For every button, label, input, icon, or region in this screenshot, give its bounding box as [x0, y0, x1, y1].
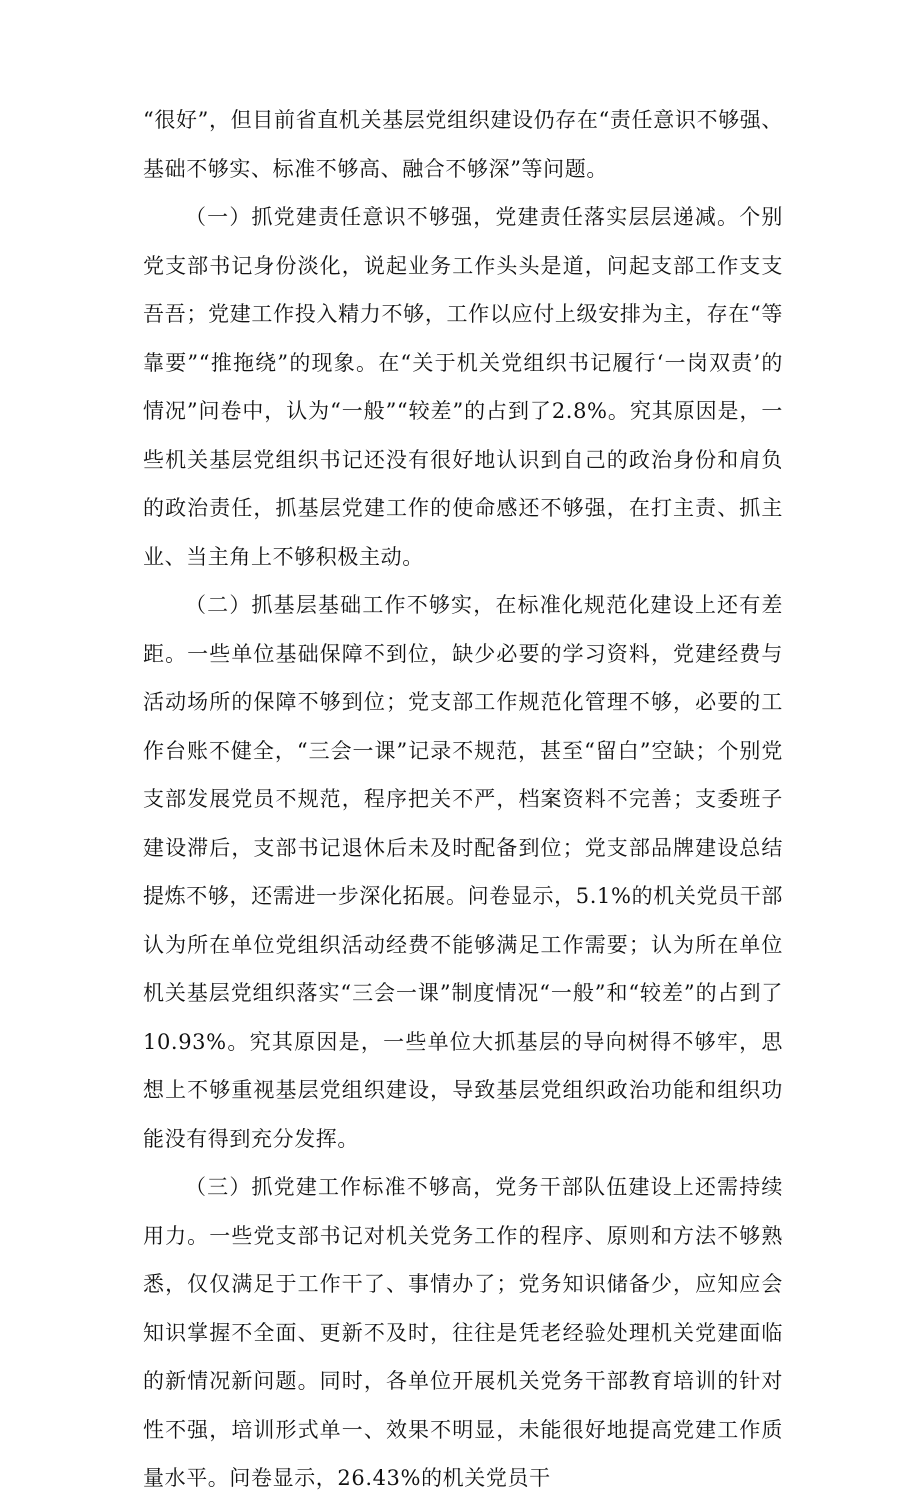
- paragraph-section-3: （三）抓党建工作标准不够高，党务干部队伍建设上还需持续用力。一些党支部书记对机关党务工作的程序、原则和方法不够熟悉，仅仅满足于工作干了、事情办了；党务知识储备少，应知应会知识掌握不全面、更新不及时，往往是凭老经验处理机关党建面临的新情况新问题。同时，各单位开展机关党务干部教育培训的针对性不强，培训形式单一、效果不明显，未能很好地提高党建工作质量水平。问卷显示，26.43%的机关党员干: [143, 1175, 783, 1490]
- paragraph-section-1: （一）抓党建责任意识不够强，党建责任落实层层递减。个别党支部书记身份淡化，说起业务工作头头是道，问起支部工作支支吾吾；党建工作投入精力不够，工作以应付上级安排为主，存在“等靠要”“推拖绕”的现象。在“关于机关党组织书记履行‘一岗双责’的情况”问卷中，认为“一般”“较差”的占到了2.8%。究其原因是，一些机关基层党组织书记还没有很好地认识到自己的政治身份和肩负的政治责任，抓基层党建工作的使命感还不够强，在打主责、抓主业、当主角上不够积极主动。: [143, 205, 783, 569]
- paragraph-intro-continuation: “很好”，但目前省直机关基层党组织建设仍存在“责任意识不够强、基础不够实、标准不够高、融合不够深”等问题。: [143, 108, 783, 181]
- paragraph-section-2: （二）抓基层基础工作不够实，在标准化规范化建设上还有差距。一些单位基础保障不到位，缺少必要的学习资料，党建经费与活动场所的保障不够到位；党支部工作规范化管理不够，必要的工作台账不健全，“三会一课”记录不规范，甚至“留白”空缺；个别党支部发展党员不规范，程序把关不严，档案资料不完善；支委班子建设滞后，支部书记退休后未及时配备到位；党支部品牌建设总结提炼不够，还需进一步深化拓展。问卷显示，5.1%的机关党员干部认为所在单位党组织活动经费不能够满足工作需要；认为所在单位机关基层党组织落实“三会一课”制度情况“一般”和“较差”的占到了10.93%。究其原因是，一些单位大抓基层的导向树得不够牢，思想上不够重视基层党组织建设，导致基层党组织政治功能和组织功能没有得到充分发挥。: [143, 593, 783, 1151]
- body-text: [143, 96, 783, 1503]
